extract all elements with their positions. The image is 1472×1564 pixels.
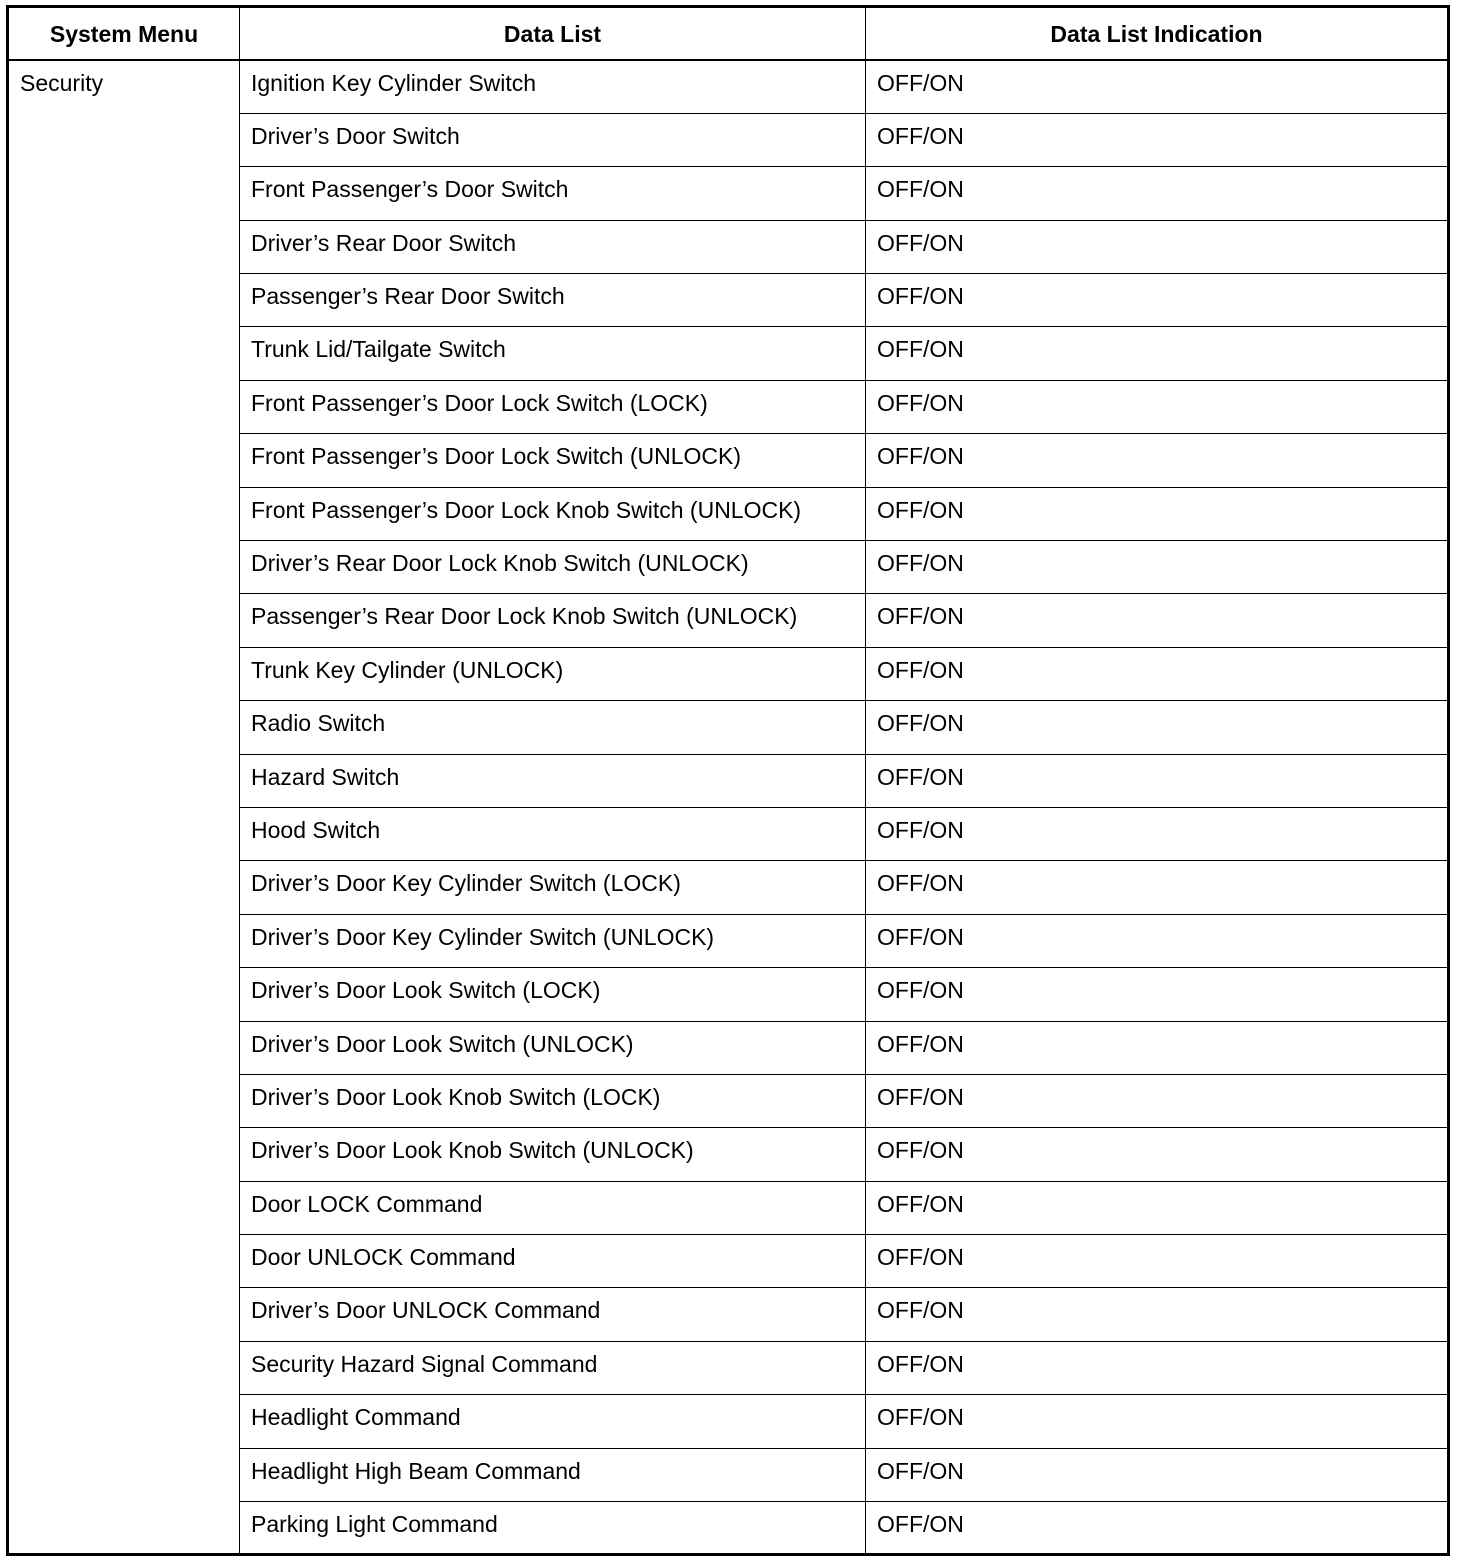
data-list-indication: OFF/ON (866, 541, 1449, 594)
data-list-item: Driver’s Door Look Switch (UNLOCK) (240, 1021, 866, 1074)
data-list-indication: OFF/ON (866, 1341, 1449, 1394)
data-list-item: Door UNLOCK Command (240, 1235, 866, 1288)
data-list-item: Driver’s Door UNLOCK Command (240, 1288, 866, 1341)
data-list-item: Driver’s Door Key Cylinder Switch (UNLOCK) (240, 914, 866, 967)
data-list-indication: OFF/ON (866, 701, 1449, 754)
data-list-indication: OFF/ON (866, 1235, 1449, 1288)
data-list-indication: OFF/ON (866, 113, 1449, 166)
data-list-item: Passenger’s Rear Door Lock Knob Switch (UNLOCK) (240, 594, 866, 647)
data-list-item: Parking Light Command (240, 1502, 866, 1555)
data-list-item: Headlight High Beam Command (240, 1448, 866, 1501)
data-list-indication: OFF/ON (866, 1502, 1449, 1555)
data-list-indication: OFF/ON (866, 380, 1449, 433)
data-list-item: Front Passenger’s Door Lock Switch (UNLOCK) (240, 434, 866, 487)
data-list-item: Driver’s Door Key Cylinder Switch (LOCK) (240, 861, 866, 914)
data-list-item: Hood Switch (240, 807, 866, 860)
data-list-indication: OFF/ON (866, 1395, 1449, 1448)
data-list-indication: OFF/ON (866, 487, 1449, 540)
data-list-indication: OFF/ON (866, 861, 1449, 914)
data-list-indication: OFF/ON (866, 594, 1449, 647)
table-body (8, 60, 1449, 1555)
data-list-indication: OFF/ON (866, 1128, 1449, 1181)
data-list-item: Trunk Key Cylinder (UNLOCK) (240, 647, 866, 700)
data-list-indication: OFF/ON (866, 914, 1449, 967)
data-list-item: Driver’s Door Switch (240, 113, 866, 166)
data-list-item: Trunk Lid/Tailgate Switch (240, 327, 866, 380)
data-list-indication: OFF/ON (866, 274, 1449, 327)
data-list-table (6, 5, 1450, 1556)
data-list-indication: OFF/ON (866, 167, 1449, 220)
data-list-item: Driver’s Door Look Knob Switch (UNLOCK) (240, 1128, 866, 1181)
data-list-item: Door LOCK Command (240, 1181, 866, 1234)
data-list-item: Security Hazard Signal Command (240, 1341, 866, 1394)
data-list-indication: OFF/ON (866, 1288, 1449, 1341)
header-data-list-indication: Data List Indication (866, 7, 1449, 61)
data-list-indication: OFF/ON (866, 60, 1449, 113)
data-list-item: Passenger’s Rear Door Switch (240, 274, 866, 327)
data-list-indication: OFF/ON (866, 1181, 1449, 1234)
data-list-item: Driver’s Rear Door Lock Knob Switch (UNLOCK) (240, 541, 866, 594)
data-list-indication: OFF/ON (866, 1448, 1449, 1501)
data-list-indication: OFF/ON (866, 327, 1449, 380)
data-list-item: Front Passenger’s Door Switch (240, 167, 866, 220)
data-list-item: Headlight Command (240, 1395, 866, 1448)
data-list-item: Driver’s Door Look Switch (LOCK) (240, 968, 866, 1021)
data-list-indication: OFF/ON (866, 1021, 1449, 1074)
data-list-indication: OFF/ON (866, 647, 1449, 700)
data-list-item: Driver’s Rear Door Switch (240, 220, 866, 273)
data-list-item: Ignition Key Cylinder Switch (240, 60, 866, 113)
header-data-list: Data List (240, 7, 866, 61)
data-list-item: Front Passenger’s Door Lock Switch (LOCK) (240, 380, 866, 433)
data-list-item: Driver’s Door Look Knob Switch (LOCK) (240, 1074, 866, 1127)
data-list-item: Hazard Switch (240, 754, 866, 807)
system-menu-cell: Security (8, 60, 240, 1555)
data-list-indication: OFF/ON (866, 968, 1449, 1021)
data-list-indication: OFF/ON (866, 1074, 1449, 1127)
data-list-indication: OFF/ON (866, 220, 1449, 273)
data-list-indication: OFF/ON (866, 807, 1449, 860)
header-row (8, 7, 1449, 61)
data-list-item: Radio Switch (240, 701, 866, 754)
data-list-item: Front Passenger’s Door Lock Knob Switch (UNLOCK) (240, 487, 866, 540)
data-list-indication: OFF/ON (866, 754, 1449, 807)
data-list-indication: OFF/ON (866, 434, 1449, 487)
table-row (8, 60, 1449, 113)
header-system-menu: System Menu (8, 7, 240, 61)
